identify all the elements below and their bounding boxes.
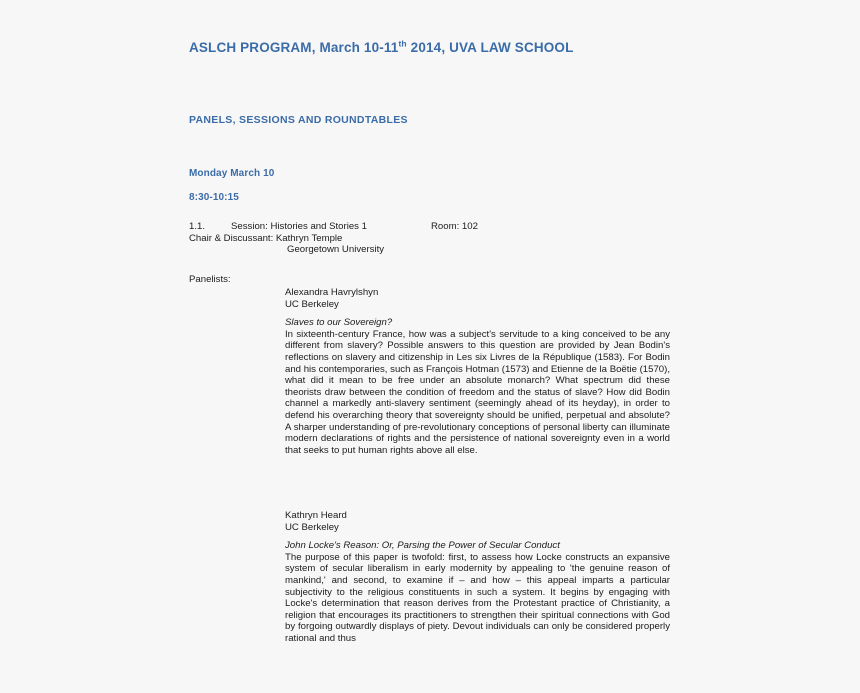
paper-abstract: In sixteenth-century France, how was a subject's servitude to a king conceived to be any different from slavery? Possible answers to this question are provided by Jean Bodin's reflections on slavery and citizenship in Les six Livres de la République (1583). For Bodin and his contemporaries, such as François Hotman (1573) and Etienne de la Boëtie (1570), what did it mean to be free under an absolute monarch? What spectrum did these theorists draw between the condition of freedom and the status of slave? How did Bodin channel a markedly anti-slavery sentiment (seemingly ahead of its heyday), in order to defend his overarching theory that sovereignty should be unified, perpetual and absolute? A sharper understanding of pre-revolutionary conceptions of personal liberty can illuminate modern declarations of rights and the persistence of national sovereignty even in a world that seeks to put human rights above all else. <box>285 328 670 456</box>
paper-title: John Locke's Reason: Or, Parsing the Power of Secular Conduct <box>285 540 560 552</box>
day-heading: Monday March 10 <box>189 168 275 179</box>
section-heading: PANELS, SESSIONS AND ROUNDTABLES <box>189 114 408 126</box>
page-title-suffix: 2014, UVA LAW SCHOOL <box>406 40 574 55</box>
session-number: 1.1. <box>189 221 206 232</box>
session-block <box>189 221 679 256</box>
session-title-line <box>189 221 679 233</box>
session-room: Room: 102 <box>431 221 478 232</box>
paper-abstract: The purpose of this paper is twofold: first, to assess how Locke constructs an expansive system of secular liberalism in early modernity by appealing to 'the genuine reason of mankind,' and second, to examine if – and how – this appeal imparts a particular subjectivity to the religious constituents in such a system. It begins by engaging with Locke's determination that reason derives from the Protestant practice of Christianity, a religion that encourages its practitioners to strengthen their spiritual connections with God by forgoing outwardly displays of piety. Devout individuals can only be considered properly rational and thus <box>285 551 670 644</box>
panelist-affiliation: UC Berkeley <box>285 521 339 533</box>
paper-title: Slaves to our Sovereign? <box>285 317 393 329</box>
page-title-prefix: ASLCH PROGRAM, March 10-11 <box>189 40 399 55</box>
session-name: Session: Histories and Stories 1 <box>231 221 367 232</box>
panelist-name: Kathryn Heard <box>285 510 347 521</box>
page-title <box>189 40 789 56</box>
page-title-superscript: th <box>398 38 407 49</box>
panelist-entry <box>285 510 670 645</box>
session-chair-affiliation: Georgetown University <box>287 244 385 256</box>
session-chair: Chair & Discussant: Kathryn Temple <box>189 232 343 244</box>
panelists-label: Panelists: <box>189 274 231 285</box>
panelist-entry <box>285 287 670 456</box>
time-heading: 8:30-10:15 <box>189 192 239 203</box>
panelist-affiliation: UC Berkeley <box>285 298 339 310</box>
panelist-name: Alexandra Havrylshyn <box>285 287 379 298</box>
